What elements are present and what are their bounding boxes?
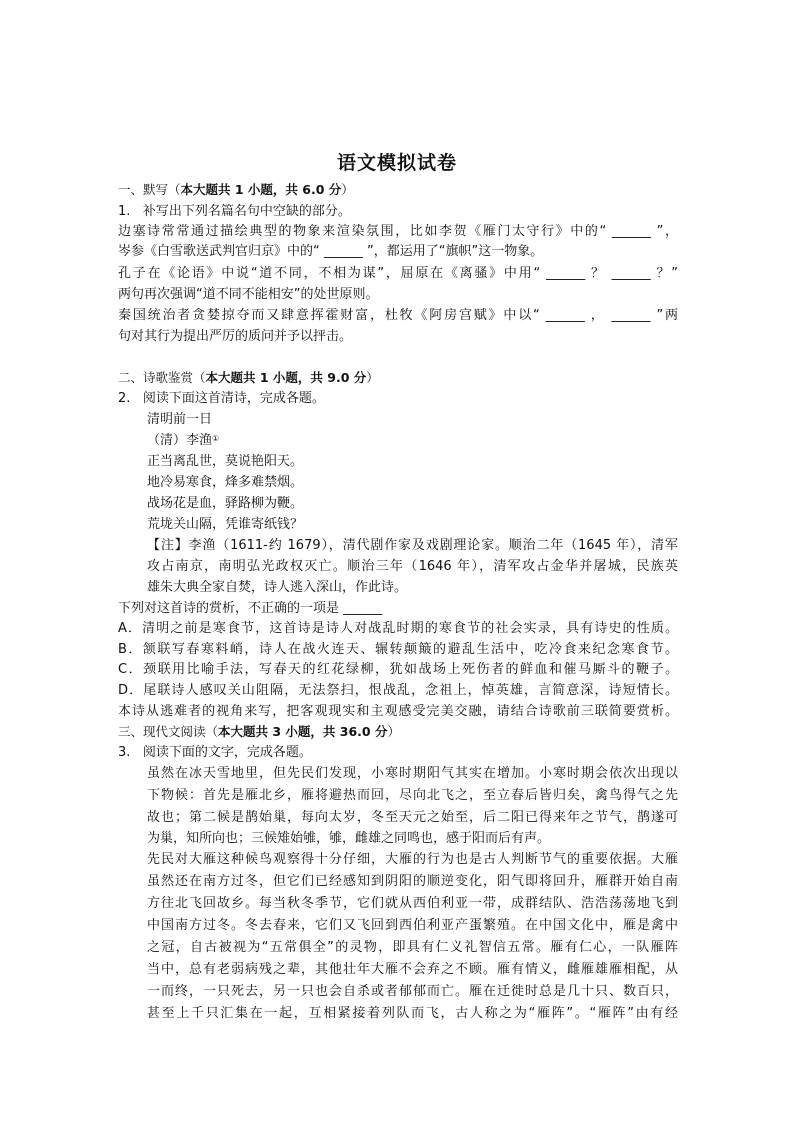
poem-title: 清明前一日 bbox=[147, 412, 213, 427]
question-1-header bbox=[118, 202, 678, 222]
question-number: 2. bbox=[118, 391, 131, 406]
passage-line: 故也；第二候是鹊始巢，每向太岁，冬至天元之始至，后二阳已得来年之节气，鹊遂可 bbox=[147, 810, 678, 825]
question-1-line: 边塞诗常常通过描绘典型的物象来渲染氛围，比如李贺《雁门太守行》中的“ ______ ”， bbox=[118, 224, 678, 239]
option-c: C．颈联用比喻手法，写春天的红花绿柳，犹如战场上死伤者的鲜血和催马厮斗的鞭子。 bbox=[118, 662, 678, 677]
passage-line: 虽然在冰天雪地里，但先民们发现，小寒时期阳气其实在增加。小寒时期会依次出现以 bbox=[147, 766, 678, 781]
section-heading-3: 三、现代文阅读（本大题共 3 小题，共 36.0 分） bbox=[118, 724, 400, 739]
passage-line: 为巢，知所向也；三候雉始雊，雊，雌雄之同鸣也，感于阳而后有声。 bbox=[147, 831, 551, 846]
question-1-line: 句对其行为提出严厉的质问并予以抨击。 bbox=[118, 329, 353, 344]
question-2-header bbox=[118, 389, 678, 409]
passage-line: 一而终，一只死去，另一只也会自杀或者郁郁而亡。雁在迁徙时总是几十只、数百只， bbox=[147, 984, 678, 999]
passage-line: 虽然还在南方过冬，但它们已经感知到阴阳的顺逆变化，阳气即将回升，雁群开始自南 bbox=[147, 874, 678, 889]
poem-line: 战场花是血，驿路柳为鞭。 bbox=[147, 496, 304, 511]
passage-line: 当中，总有老弱病残之辈，其他壮年大雁不会弃之不顾。雁有情义，雌雁雄雁相配，从 bbox=[147, 962, 678, 977]
poem-author: （清）李渔① bbox=[147, 433, 220, 448]
poem-note: 攻占南京，南明弘光政权灭亡。顺治三年（1646 年），清军攻占金华并屠城，民族英 bbox=[147, 559, 678, 574]
question-1-line: 秦国统治者贪婪掠夺而又肆意挥霍财富，杜牧《阿房宫赋》中以“ ______ ， ______ ”两 bbox=[118, 308, 678, 323]
question-prompt: 阅读下面的文字，完成各题。 bbox=[142, 745, 312, 760]
poem-line: 正当离乱世，莫说艳阳天。 bbox=[147, 454, 304, 469]
question-prompt: 阅读下面这首清诗，完成各题。 bbox=[142, 391, 325, 406]
poem-line: 地冷易寒食，烽多难禁烟。 bbox=[147, 475, 304, 490]
passage-line: 下物候：首先是雁北乡，雁将避热而回，尽向北飞之，至立春后皆归矣，禽鸟得气之先 bbox=[147, 788, 678, 803]
section-heading-2: 二、诗歌鉴赏（本大题共 1 小题，共 9.0 分） bbox=[118, 370, 379, 385]
section-heading-1: 一、默写（本大题共 1 小题，共 6.0 分） bbox=[118, 182, 354, 197]
question-3-header bbox=[118, 743, 678, 763]
page-title: 语文模拟试卷 bbox=[336, 152, 457, 174]
question-number: 3. bbox=[118, 745, 131, 760]
poem-note: 【注】李渔（1611-约 1679），清代剧作家及戏剧理论家。顺治二年（1645 年），清军 bbox=[147, 538, 678, 553]
passage-line: 中国南方过冬。冬去春来，它们又飞回到西伯利亚产蛋繁殖。在中国文化中，雁是禽中 bbox=[147, 918, 678, 933]
question-1-line: 两句再次强调“道不同不能相安”的处世原则。 bbox=[118, 287, 379, 302]
passage-line: 方往北飞回故乡。每当秋冬季节，它们就从西伯利亚一带，成群结队、浩浩荡荡地飞到 bbox=[147, 896, 678, 911]
passage-line: 甚至上千只汇集在一起，互相紧接着列队而飞，古人称之为“雁阵”。“雁阵”由有经 bbox=[147, 1006, 678, 1021]
passage-line: 先民对大雁这种候鸟观察得十分仔细，大雁的行为也是古人判断节气的重要依据。大雁 bbox=[147, 852, 678, 867]
poem-line: 荒垅关山隔，凭谁寄纸钱？ bbox=[147, 517, 304, 532]
option-d: D．尾联诗人感叹关山阻隔，无法祭扫，恨战乱，念祖上，悼英雄，言简意深，诗短情长。 bbox=[118, 683, 678, 698]
question-2-followup: 本诗从逃难者的视角来写，把客观现实和主观感受完美交融，请结合诗歌前三联简要赏析。 bbox=[118, 704, 678, 719]
question-prompt: 补写出下列名篇名句中空缺的部分。 bbox=[142, 204, 351, 219]
poem-note: 雄朱大典全家自焚，诗人逃入深山，作此诗。 bbox=[147, 580, 408, 595]
question-1-line: 孔子在《论语》中说“道不同，不相为谋”，屈原在《离骚》中用“ ______ ？ ______ ？” bbox=[118, 266, 678, 281]
question-1-line: 岑参《白雪歌送武判官归京》中的“ ______ ”，都运用了“旗帜”这一物象。 bbox=[118, 244, 544, 259]
passage-line: 之冠，自古被视为“五常俱全”的灵物，即具有仁义礼智信五常。雁有仁心，一队雁阵 bbox=[147, 940, 678, 955]
question-number: 1. bbox=[118, 204, 131, 219]
footnote-mark: ① bbox=[212, 434, 220, 443]
option-a: A．清明之前是寒食节，这首诗是诗人对战乱时期的寒食节的社会实录，具有诗史的性质。 bbox=[118, 621, 678, 636]
question-2-stem: 下列对这首诗的赏析，不正确的一项是 ______ bbox=[118, 601, 383, 616]
option-b: B．颔联写春寒料峭，诗人在战火连天、辗转颠簸的避乱生活中，吃冷食来纪念寒食节。 bbox=[118, 642, 678, 657]
